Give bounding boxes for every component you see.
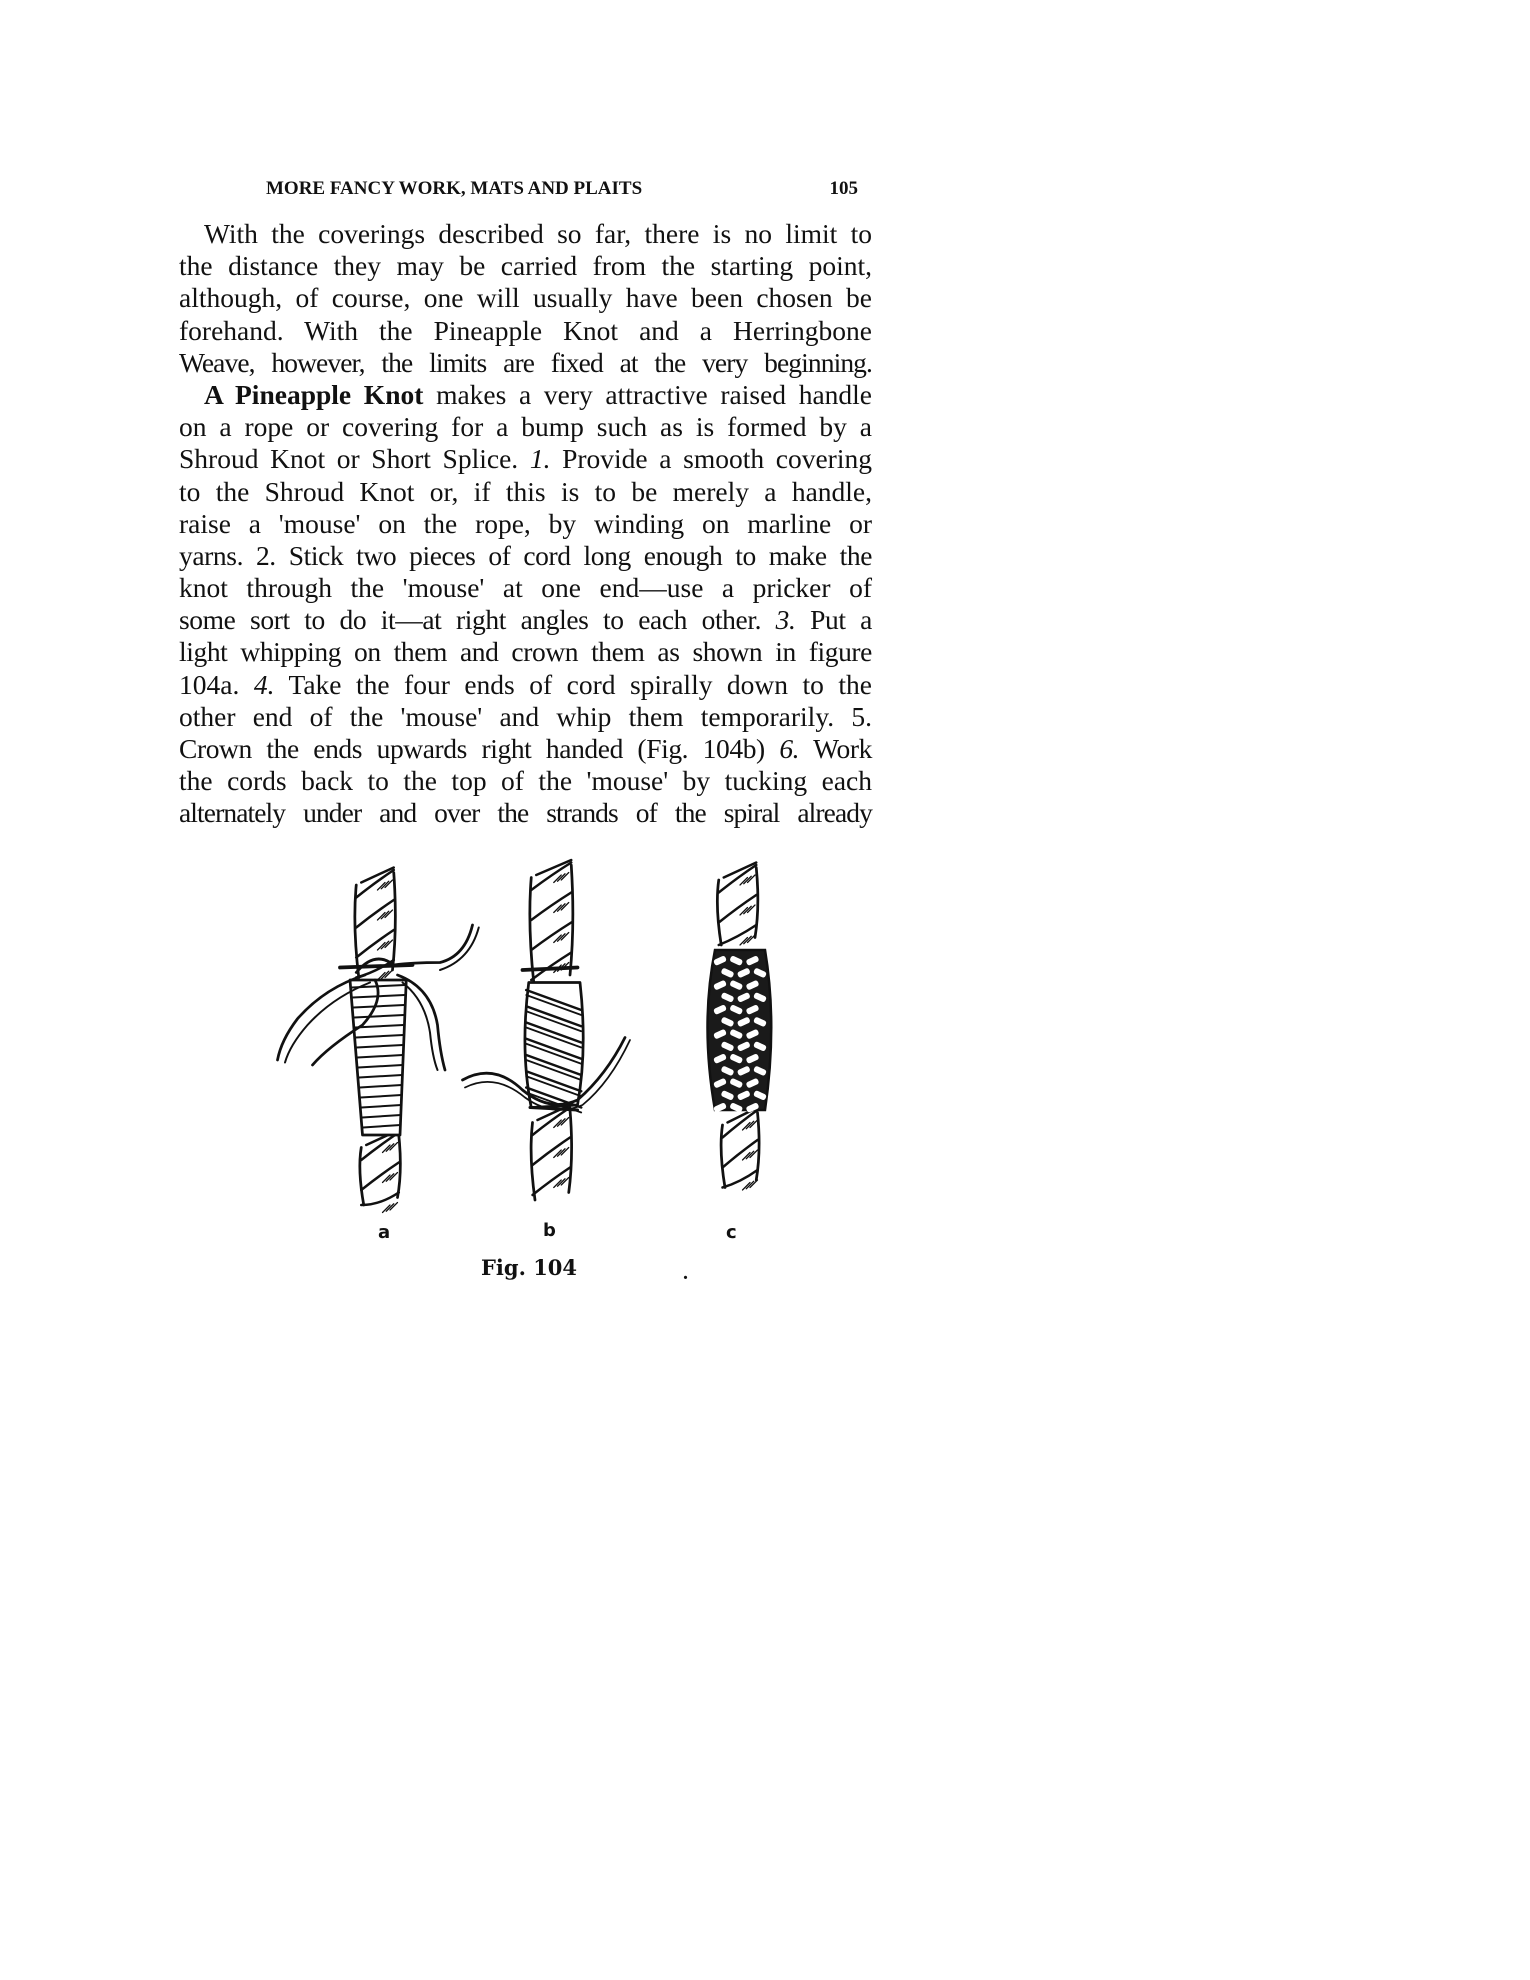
text-run: 104a. bbox=[179, 668, 254, 700]
page-number: 105 bbox=[829, 178, 858, 199]
text-run: some sort to do it—at right angles to each other. bbox=[179, 604, 776, 636]
rope-strand bbox=[717, 863, 758, 946]
text-run: Shroud Knot or Short Splice. bbox=[179, 443, 530, 475]
text-line: alternately under and over the strands of the spiral already bbox=[179, 797, 872, 829]
rope-b-spiral-cords bbox=[463, 860, 631, 1200]
step-number: 1. bbox=[529, 443, 551, 475]
text-line: the cords back to the top of the 'mouse' by tucking each bbox=[179, 765, 872, 797]
text-line: knot through the 'mouse' at one end—use a pricker of bbox=[179, 572, 872, 604]
rope-c-pineapple-knot bbox=[708, 863, 772, 1191]
text-line: With the coverings described so far, there is no limit to bbox=[204, 218, 872, 249]
step-number: 4. bbox=[253, 668, 275, 700]
text-run: Put a bbox=[795, 604, 872, 636]
step-number: 3. bbox=[775, 604, 796, 636]
text-line: the distance they may be carried from the starting point, bbox=[179, 250, 872, 282]
term-pineapple-knot: A Pineapple Knot bbox=[204, 378, 424, 410]
rope-strand bbox=[530, 860, 573, 983]
figure-label-c: c bbox=[726, 1222, 737, 1243]
figure-label-b: b bbox=[543, 1220, 556, 1241]
text-line: to the Shroud Knot or, if this is to be merely a handle, bbox=[179, 475, 872, 507]
step-number: 6. bbox=[779, 733, 800, 764]
text-line: Weave, however, the limits are fixed at the very beginning. bbox=[179, 346, 872, 378]
stray-mark: . bbox=[683, 1262, 688, 1284]
rope-strand bbox=[721, 1108, 759, 1191]
text-line: light whipping on them and crown them as shown in figure bbox=[179, 636, 872, 668]
rope-strand bbox=[360, 1130, 401, 1213]
text-line: forehand. With the Pineapple Knot and a Herringbone bbox=[179, 314, 872, 346]
figure-caption: Fig. 104 bbox=[481, 1255, 578, 1280]
chapter-title: MORE FANCY WORK, MATS AND PLAITS bbox=[266, 178, 643, 199]
text-run: Take the four ends of cord spirally down to the bbox=[274, 668, 872, 700]
text-run: Crown the ends upwards right handed (Fig. 104b) bbox=[179, 733, 780, 764]
text-run: makes a very attractive raised handle bbox=[423, 378, 872, 410]
text-run: Provide a smooth covering bbox=[550, 443, 872, 475]
figure-label-a: a bbox=[378, 1222, 391, 1243]
rope-strand bbox=[531, 1105, 572, 1200]
text-run: Work bbox=[799, 733, 872, 764]
text-line: on a rope or covering for a bump such as is formed by a bbox=[179, 411, 872, 443]
text-line: yarns. 2. Stick two pieces of cord long enough to make the bbox=[179, 539, 872, 571]
text-line: other end of the 'mouse' and whip them temporarily. 5. bbox=[179, 700, 872, 732]
text-line: raise a 'mouse' on the rope, by winding on marline or bbox=[179, 507, 872, 539]
rope-a-crowned-cords bbox=[278, 868, 479, 1213]
text-line: although, of course, one will usually have been chosen be bbox=[179, 282, 872, 314]
